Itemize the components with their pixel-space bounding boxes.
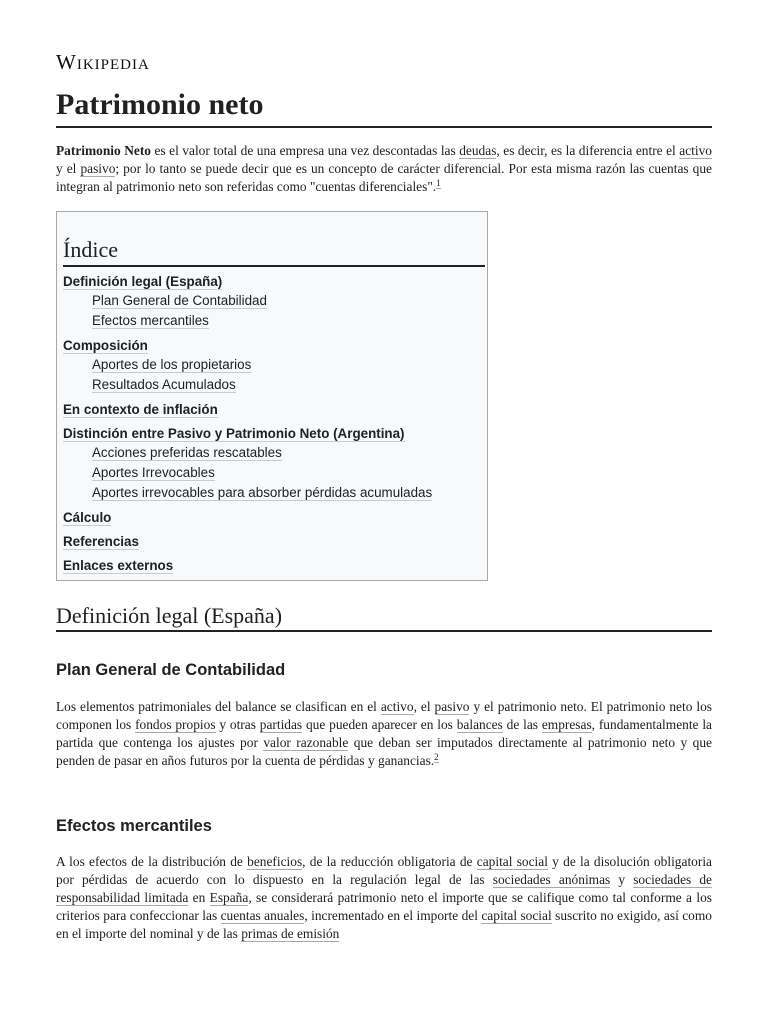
toc-subitem[interactable]: Plan General de Contabilidad [92,293,267,308]
intro-text-4: ; por lo tanto se puede decir que es un concepto de carácter diferencial. Por esta misma razón las cuentas que integran al patrimonio neto son referidas como "cuentas diferenciales". [56,161,712,194]
section-paragraph: Los elementos patrimoniales del balance se clasifican en el activo, el pasivo y el patrimonio neto. El patrimonio neto los componen los fondos propios y otras partidas que pueden aparecer en los balances de las empresas, fundamentalmente la partida que contenga los ajustes por valor razonable que deban ser imputados directamente al patrimonio neto y que penden de pasar en años futuros por la cuenta de pérdidas y ganancias.$^2$ [56,699,712,768]
reference-link[interactable]: 2 [434,751,439,762]
toc-item[interactable]: Enlaces externos [63,558,174,573]
subsection-heading: Efectos mercantiles [56,817,212,835]
link-partidas[interactable]: partidas [259,717,303,732]
section-heading: Definición legal (España) [56,602,712,632]
toc-subitem[interactable]: Aportes de los propietarios [92,357,252,372]
link-cuentas-anuales[interactable]: cuentas anuales [220,908,305,923]
toc-item[interactable]: Composición [63,338,148,353]
intro-text-3: y el [56,161,81,176]
link-pasivo[interactable]: pasivo [80,161,116,176]
link-capital-social[interactable]: capital social [476,854,548,869]
link-deudas[interactable]: deudas [459,143,497,158]
toc-subitem[interactable]: Resultados Acumulados [92,377,236,392]
link-primas-de-emision[interactable]: primas de emisión [241,926,340,941]
table-of-contents [56,211,488,581]
link-espana[interactable]: España [209,890,249,905]
page-title: Patrimonio neto [56,86,712,128]
toc-item[interactable]: En contexto de inflación [63,402,218,417]
intro-text-1: es el valor total de una empresa una vez descontadas las [150,143,460,158]
toc-subitem[interactable]: Aportes irrevocables para absorber pérdidas acumuladas [92,485,433,500]
link-sociedades-anonimas[interactable]: sociedades anónimas [492,872,611,887]
subsection-heading: Plan General de Contabilidad [56,661,286,679]
link-valor-razonable[interactable]: valor razonable [263,735,349,750]
link-balances[interactable]: balances [456,717,503,732]
wikipedia-logo[interactable]: Wikipedia [56,50,150,74]
section-paragraph: A los efectos de la distribución de beneficios, de la reducción obligatoria de capital social y de la disolución obligatoria por pérdidas de acuerdo con lo dispuesto en la regulación legal de las sociedades anónimas y sociedades de responsabilidad limitada en España, se considerará patrimonio neto el importe que se califique como tal conforme a los criterios para confeccionar las cuentas anuales, incrementado en el importe del capital social suscrito no exigido, así como en el importe del nominal y de las primas de emisión [56,854,713,941]
link-activo[interactable]: activo [380,699,414,714]
toc-subitem[interactable]: Efectos mercantiles [92,313,209,328]
intro-bold-term: Patrimonio Neto [56,143,151,158]
toc-item[interactable]: Definición legal (España) [63,274,223,289]
link-capital-social[interactable]: capital social [481,908,552,923]
intro-paragraph [56,142,712,196]
reference-link[interactable]: 1 [436,177,441,188]
link-empresas[interactable]: empresas [541,717,592,732]
toc-item[interactable]: Referencias [63,534,139,549]
toc-subitem[interactable]: Acciones preferidas rescatables [92,445,282,460]
toc-title: Índice [63,236,485,267]
link-fondos-propios[interactable]: fondos propios [135,717,216,732]
link-pasivo[interactable]: pasivo [434,699,470,714]
link-activo[interactable]: activo [679,143,712,158]
link-beneficios[interactable]: beneficios [247,854,303,869]
toc-list [63,272,487,575]
intro-text-2: , es decir, es la diferencia entre el [496,143,680,158]
toc-subitem[interactable]: Aportes Irrevocables [92,465,215,480]
toc-item[interactable]: Distinción entre Pasivo y Patrimonio Neto (Argentina) [63,426,405,441]
link-sociedades-responsabilidad-limitada[interactable]: sociedades de responsabilidad limitada [56,872,713,905]
toc-item[interactable]: Cálculo [63,510,112,525]
